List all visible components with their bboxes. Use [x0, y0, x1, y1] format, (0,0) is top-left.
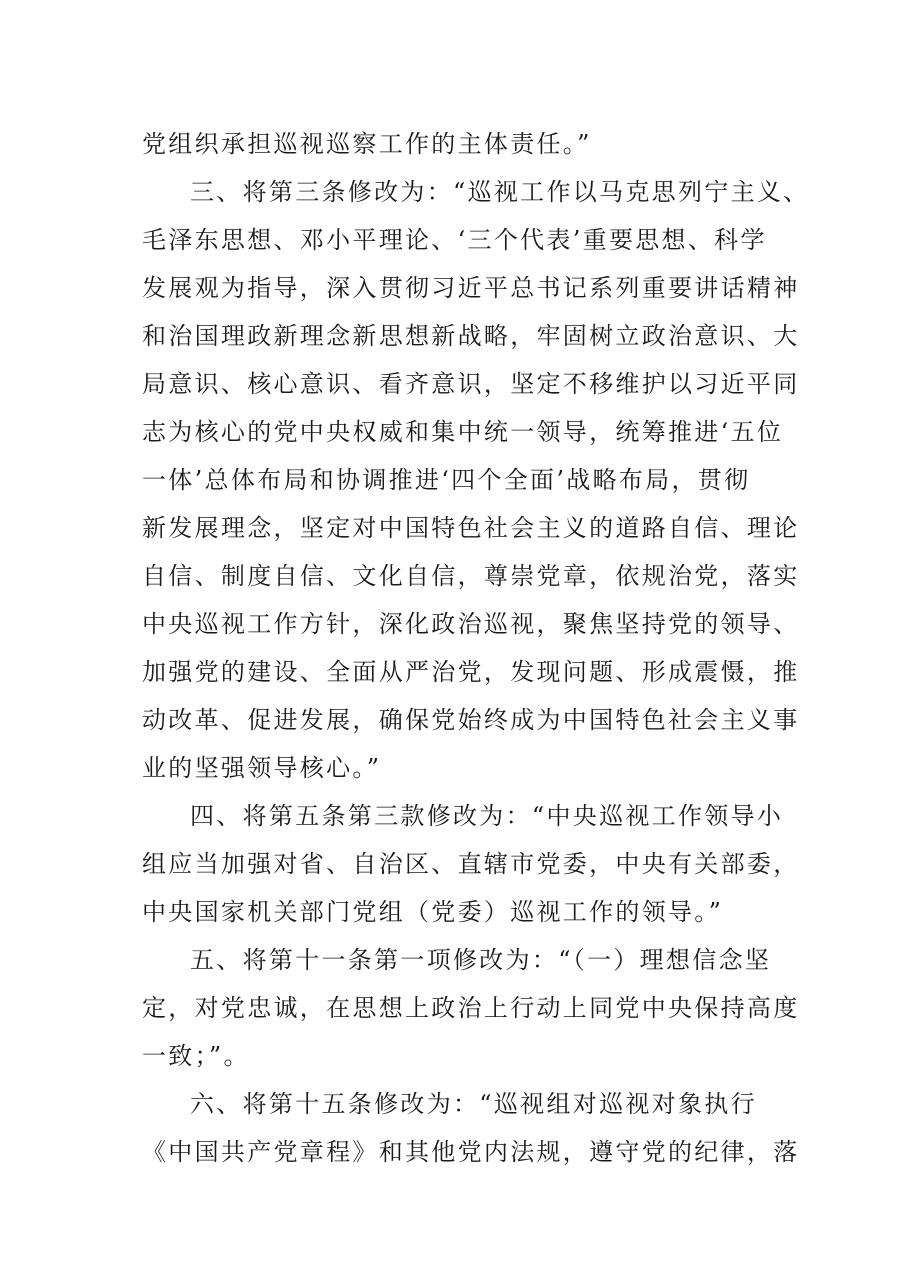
- text-line: 一致；”。: [142, 1042, 250, 1070]
- text-line: 中央国家机关部门党组（党委）巡视工作的领导。”: [142, 898, 724, 926]
- paragraph-three-start: 三、将第三条修改为：“巡视工作以马克思列宁主义、: [190, 178, 810, 206]
- text-line: 组应当加强对省、自治区、直辖市党委，中央有关部委，: [142, 850, 800, 878]
- text-line: 志为核心的党中央权威和集中统一领导，统筹推进‘五位: [142, 418, 784, 446]
- text-line: 动改革、促进发展，确保党始终成为中国特色社会主义事: [142, 706, 800, 734]
- paragraph-five-start: 五、将第十一条第一项修改为：“（一）理想信念坚: [190, 946, 772, 974]
- text-line: 定，对党忠诚，在思想上政治上行动上同党中央保持高度: [142, 994, 800, 1022]
- text-line: 自信、制度自信、文化自信，尊崇党章，依规治党，落实: [142, 562, 800, 590]
- text-line: 和治国理政新理念新思想新战略，牢固树立政治意识、大: [142, 322, 800, 350]
- paragraph-six-start: 六、将第十五条修改为：“巡视组对巡视对象执行: [190, 1090, 757, 1118]
- text-line: 加强党的建设、全面从严治党，发现问题、形成震慑，推: [142, 658, 800, 686]
- text-line: 一体’总体布局和协调推进‘四个全面’战略布局，贯彻: [142, 466, 751, 494]
- text-line: 发展观为指导，深入贯彻习近平总书记系列重要讲话精神: [142, 274, 800, 302]
- text-line: 业的坚强领导核心。”: [142, 754, 382, 782]
- text-line: 中央巡视工作方针，深化政治巡视，聚焦坚持党的领导、: [142, 610, 800, 638]
- text-line: 党组织承担巡视巡察工作的主体责任。”: [142, 130, 592, 158]
- text-line: 局意识、核心意识、看齐意识，坚定不移维护以习近平同: [142, 370, 800, 398]
- text-line: 毛泽东思想、邓小平理论、‘三个代表’重要思想、科学: [142, 226, 767, 254]
- paragraph-four-start: 四、将第五条第三款修改为：“中央巡视工作领导小: [190, 802, 784, 830]
- text-line: 《中国共产党章程》和其他党内法规，遵守党的纪律，落: [142, 1138, 800, 1166]
- text-line: 新发展理念，坚定对中国特色社会主义的道路自信、理论: [142, 514, 800, 542]
